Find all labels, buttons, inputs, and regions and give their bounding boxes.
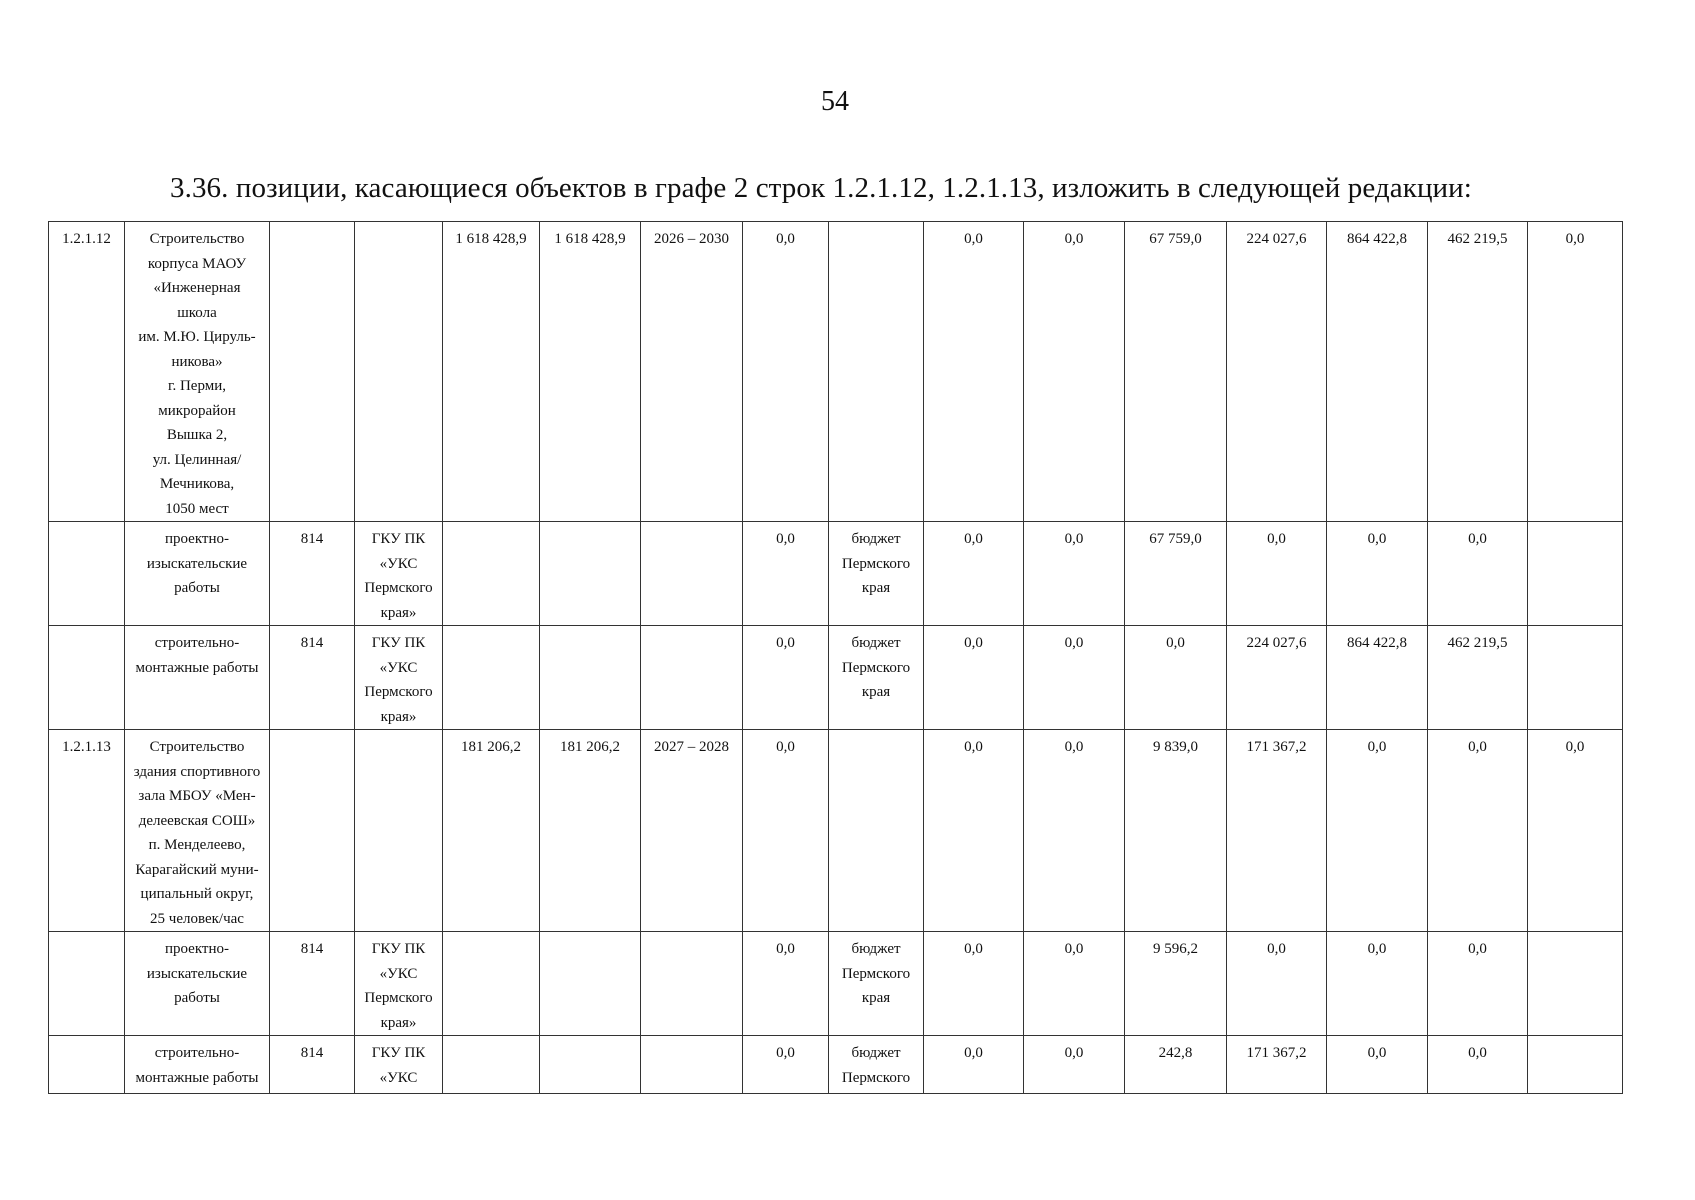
table-cell: 1.2.1.13 <box>49 730 125 932</box>
table-row <box>49 1036 1623 1094</box>
table-body <box>49 222 1623 1094</box>
table-cell <box>1528 522 1623 626</box>
table-cell: 0,0 <box>1024 222 1125 522</box>
table-cell: 224 027,6 <box>1227 626 1327 730</box>
table-cell: 0,0 <box>924 932 1024 1036</box>
table-cell: ГКУ ПК «УКС Пермского края» <box>355 626 443 730</box>
table-cell: 0,0 <box>1428 730 1528 932</box>
table-row <box>49 522 1623 626</box>
table-cell: бюджет Пермского края <box>829 522 924 626</box>
table-cell: 0,0 <box>743 222 829 522</box>
table-cell: 0,0 <box>924 626 1024 730</box>
table-cell: 242,8 <box>1125 1036 1227 1094</box>
table-cell: Строительство здания спортивного зала МБОУ «Мен- делеевская СОШ» п. Менделеево, Карагайский муни- ципальный округ, 25 человек/час <box>125 730 270 932</box>
table-cell: 9 839,0 <box>1125 730 1227 932</box>
table-cell: проектно- изыскательские работы <box>125 522 270 626</box>
table-cell: строительно- монтажные работы <box>125 626 270 730</box>
table-cell: 171 367,2 <box>1227 1036 1327 1094</box>
table-cell: 0,0 <box>743 522 829 626</box>
table-cell: 0,0 <box>1327 932 1428 1036</box>
table-cell <box>443 932 540 1036</box>
table-cell: 814 <box>270 522 355 626</box>
table-cell <box>641 932 743 1036</box>
table-cell: 1 618 428,9 <box>540 222 641 522</box>
table-cell <box>540 522 641 626</box>
table-cell: 171 367,2 <box>1227 730 1327 932</box>
table-cell <box>355 222 443 522</box>
table-cell: бюджет Пермского края <box>829 626 924 730</box>
table-cell: 864 422,8 <box>1327 626 1428 730</box>
table-cell: 1 618 428,9 <box>443 222 540 522</box>
table-cell: 0,0 <box>743 730 829 932</box>
table-cell <box>829 222 924 522</box>
budget-table <box>48 221 1623 1094</box>
amendment-heading: 3.36. позиции, касающиеся объектов в графе 2 строк 1.2.1.12, 1.2.1.13, изложить в следующей редакции: <box>170 172 1472 204</box>
table-cell: 814 <box>270 626 355 730</box>
table-cell: 0,0 <box>1327 1036 1428 1094</box>
table-cell <box>1528 1036 1623 1094</box>
table-cell <box>49 932 125 1036</box>
table-cell: 0,0 <box>743 1036 829 1094</box>
table-cell: 181 206,2 <box>540 730 641 932</box>
table-cell: Строительство корпуса МАОУ «Инженерная школа им. М.Ю. Цируль- никова» г. Перми, микрорайон Вышка 2, ул. Целинная/ Мечникова, 1050 мест <box>125 222 270 522</box>
table-cell: 67 759,0 <box>1125 522 1227 626</box>
table-cell: 0,0 <box>1125 626 1227 730</box>
table-cell: 0,0 <box>1528 730 1623 932</box>
table-cell <box>270 730 355 932</box>
table-cell: 864 422,8 <box>1327 222 1428 522</box>
table-cell <box>1528 932 1623 1036</box>
table-cell: 9 596,2 <box>1125 932 1227 1036</box>
table-cell: 0,0 <box>924 730 1024 932</box>
table-cell: 0,0 <box>1528 222 1623 522</box>
table-cell: 2026 – 2030 <box>641 222 743 522</box>
table-cell <box>49 1036 125 1094</box>
table-cell <box>49 626 125 730</box>
table-cell <box>1528 626 1623 730</box>
table-cell: 0,0 <box>1024 626 1125 730</box>
table-cell: 814 <box>270 932 355 1036</box>
table-cell: строительно- монтажные работы <box>125 1036 270 1094</box>
table-cell <box>443 522 540 626</box>
table-cell: бюджет Пермского <box>829 1036 924 1094</box>
table-cell <box>641 1036 743 1094</box>
table-cell: 0,0 <box>1227 522 1327 626</box>
table-cell: 2027 – 2028 <box>641 730 743 932</box>
table-cell: 0,0 <box>1024 1036 1125 1094</box>
table-cell: ГКУ ПК «УКС Пермского края» <box>355 932 443 1036</box>
table-cell: 67 759,0 <box>1125 222 1227 522</box>
table-cell: ГКУ ПК «УКС Пермского края» <box>355 522 443 626</box>
table-cell <box>641 626 743 730</box>
table-cell: проектно- изыскательские работы <box>125 932 270 1036</box>
table-row <box>49 626 1623 730</box>
table-cell <box>270 222 355 522</box>
table-cell: 814 <box>270 1036 355 1094</box>
table-cell <box>355 730 443 932</box>
table-cell: 0,0 <box>1327 730 1428 932</box>
table-cell: ГКУ ПК «УКС <box>355 1036 443 1094</box>
table-cell: 0,0 <box>1227 932 1327 1036</box>
table-cell: 0,0 <box>924 222 1024 522</box>
table-cell: бюджет Пермского края <box>829 932 924 1036</box>
page-number: 54 <box>821 86 849 117</box>
table-cell <box>829 730 924 932</box>
table-cell: 0,0 <box>1024 522 1125 626</box>
table-cell: 224 027,6 <box>1227 222 1327 522</box>
table-cell: 0,0 <box>743 932 829 1036</box>
table-cell: 462 219,5 <box>1428 626 1528 730</box>
table-cell <box>540 1036 641 1094</box>
table-cell: 0,0 <box>1428 1036 1528 1094</box>
table-cell: 0,0 <box>924 522 1024 626</box>
table-row <box>49 222 1623 522</box>
table-cell: 181 206,2 <box>443 730 540 932</box>
table-cell: 462 219,5 <box>1428 222 1528 522</box>
table-cell <box>641 522 743 626</box>
table-cell: 1.2.1.12 <box>49 222 125 522</box>
table-cell: 0,0 <box>743 626 829 730</box>
table-cell: 0,0 <box>1428 932 1528 1036</box>
table-row <box>49 932 1623 1036</box>
table-cell: 0,0 <box>1024 932 1125 1036</box>
table-cell <box>49 522 125 626</box>
table-cell: 0,0 <box>1024 730 1125 932</box>
table-cell: 0,0 <box>1428 522 1528 626</box>
table-cell <box>443 626 540 730</box>
table-cell <box>540 626 641 730</box>
table-row <box>49 730 1623 932</box>
table-cell: 0,0 <box>924 1036 1024 1094</box>
table-cell <box>540 932 641 1036</box>
table-cell: 0,0 <box>1327 522 1428 626</box>
table-cell <box>443 1036 540 1094</box>
